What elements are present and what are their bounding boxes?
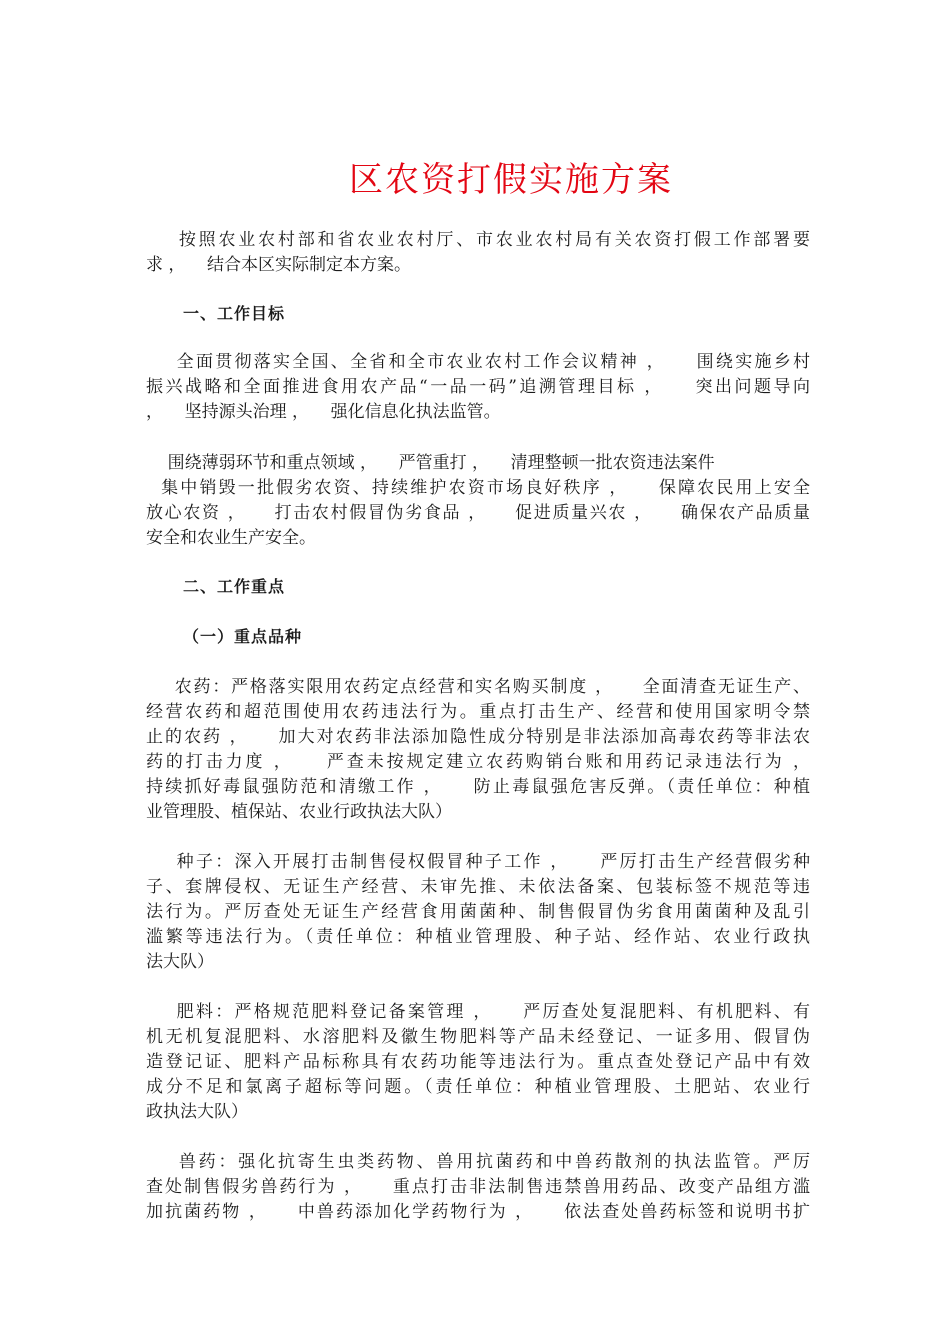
paragraph-line: 持续抓好毒鼠强防范和清缴工作 ， 防止毒鼠强危害反弹。（责任单位：种植	[146, 777, 810, 797]
paragraph-line: 种子：深入开展打击制售侵权假冒种子工作 ， 严厉打击生产经营假劣种	[146, 852, 810, 872]
paragraph-line: 滥繁等违法行为。（责任单位：种植业管理股、种子站、经作站、农业行政执	[146, 927, 810, 947]
paragraph-line: 放心农资 ， 打击农村假冒伪劣食品 ， 促进质量兴农 ， 确保农产品质量	[146, 503, 810, 523]
paragraph-line: 肥料：严格规范肥料登记备案管理 ， 严厉查处复混肥料、有机肥料、有	[146, 1002, 810, 1022]
document-title: 区农资打假实施方案	[349, 160, 673, 200]
paragraph-line: 法大队）	[146, 952, 214, 972]
paragraph-line: 政执法大队）	[146, 1102, 248, 1122]
paragraph-line: 兽药：强化抗寄生虫类药物、兽用抗菌药和中兽药散剂的执法监管。严厉	[146, 1152, 810, 1172]
paragraph-line: 振兴战略和全面推进食用农产品“一品一码”追溯管理目标 ， 突出问题导向	[146, 377, 810, 397]
paragraph-line: 查处制售假劣兽药行为 ， 重点打击非法制售违禁兽用药品、改变产品组方滥	[146, 1177, 810, 1197]
paragraph-line: 业管理股、植保站、农业行政执法大队）	[146, 802, 452, 822]
paragraph-line: 止的农药 ， 加大对农药非法添加隐性成分特别是非法添加高毒农药等非法农	[146, 727, 810, 747]
paragraph-line: 集中销毁一批假劣农资、持续维护农资市场良好秩序 ， 保障农民用上安全	[146, 478, 810, 498]
paragraph-line: 农药：严格落实限用农药定点经营和实名购买制度 ， 全面清查无证生产、	[146, 677, 810, 697]
paragraph-line: 子、套牌侵权、无证生产经营、未审先推、未依法备案、包装标签不规范等违	[146, 877, 810, 897]
paragraph-line: 成分不足和氯离子超标等问题。（责任单位：种植业管理股、土肥站、农业行	[146, 1077, 810, 1097]
intro-line: 求 ， 结合本区实际制定本方案。	[146, 255, 412, 275]
paragraph-line: 药的打击力度 ， 严查未按规定建立农药购销台账和用药记录违法行为 ，	[146, 752, 810, 772]
paragraph-line: 加抗菌药物 ， 中兽药添加化学药物行为 ， 依法查处兽药标签和说明书扩	[146, 1202, 810, 1222]
subsection-heading-varieties: （一）重点品种	[183, 627, 303, 646]
section-heading-focus: 二、工作重点	[183, 577, 286, 596]
paragraph-line: 法行为。严厉查处无证生产经营食用菌菌种、制售假冒伪劣食用菌菌种及乱引	[146, 902, 810, 922]
paragraph-line: 机无机复混肥料、水溶肥料及徽生物肥料等产品未经登记、一证多用、假冒伪	[146, 1027, 810, 1047]
paragraph-line: 围绕薄弱环节和重点领域 ， 严管重打 ， 清理整顿一批农资违法案件	[146, 453, 715, 473]
section-heading-goals: 一、工作目标	[183, 304, 286, 323]
paragraph-line: 全面贯彻落实全国、全省和全市农业农村工作会议精神 ， 围绕实施乡村	[146, 352, 810, 372]
intro-line: 按照农业农村部和省农业农村厅、市农业农村局有关农资打假工作部署要	[146, 230, 810, 250]
paragraph-line: 安全和农业生产安全。	[146, 528, 316, 548]
paragraph-line: 经营农药和超范围使用农药违法行为。重点打击生产、经营和使用国家明令禁	[146, 702, 810, 722]
paragraph-line: 造登记证、肥料产品标称具有农药功能等违法行为。重点查处登记产品中有效	[146, 1052, 810, 1072]
paragraph-line: ， 坚持源头治理 ， 强化信息化执法监管。	[146, 402, 501, 422]
